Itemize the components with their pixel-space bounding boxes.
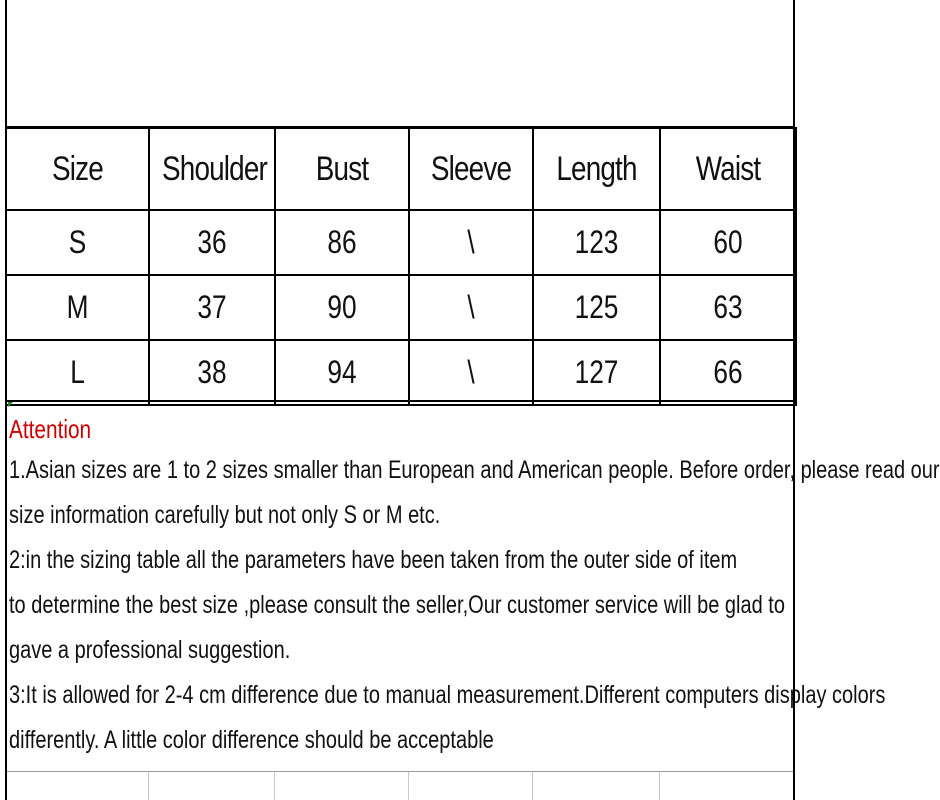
cell-bust: 90 [287, 275, 397, 340]
cell-length: 125 [544, 275, 648, 340]
cell-sleeve: \ [420, 210, 522, 275]
cell-waist: 60 [672, 210, 784, 275]
cell-length: 123 [544, 210, 648, 275]
cell-size: L [19, 340, 136, 405]
header-bust: Bust [287, 128, 397, 210]
note-line: differently. A little color difference should be acceptable [9, 726, 494, 754]
cell-shoulder: 37 [160, 275, 263, 340]
cell-size: S [19, 210, 136, 275]
note-line: 2:in the sizing table all the parameters have been taken from the outer side of item [9, 546, 738, 574]
cell-shoulder: 38 [160, 340, 263, 405]
header-length: Length [544, 128, 648, 210]
header-sleeve: Sleeve [420, 128, 522, 210]
cell-sleeve: \ [420, 275, 522, 340]
note-line: 1.Asian sizes are 1 to 2 sizes smaller than European and American people. Before order, please read our [9, 456, 940, 484]
cell-length: 127 [544, 340, 648, 405]
sheet-frame [5, 0, 940, 800]
cell-size: M [19, 275, 136, 340]
header-waist: Waist [672, 128, 784, 210]
cell-sleeve: \ [420, 340, 522, 405]
cell-waist: 66 [672, 340, 784, 405]
note-line: gave a professional suggestion. [9, 636, 291, 664]
note-line: 3:It is allowed for 2-4 cm difference due to manual measurement.Different computers display colors [9, 681, 886, 709]
header-size: Size [19, 128, 136, 210]
header-shoulder: Shoulder [160, 128, 263, 210]
cell-waist: 63 [672, 275, 784, 340]
note-line: size information carefully but not only S or M etc. [9, 501, 441, 529]
note-line: to determine the best size ,please consult the seller,Our customer service will be glad to [9, 591, 785, 619]
cell-bust: 86 [287, 210, 397, 275]
cell-shoulder: 36 [160, 210, 263, 275]
attention-title: Attention [9, 414, 92, 444]
cell-bust: 94 [287, 340, 397, 405]
